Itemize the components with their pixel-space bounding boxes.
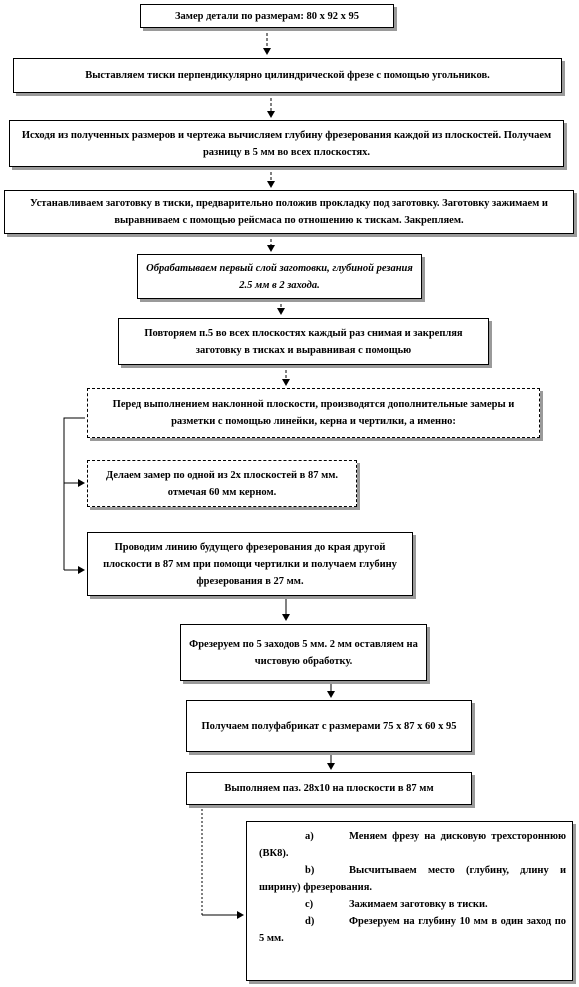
step-11-text: Получаем полуфабрикат с размерами 75 х 87 х 60 х 95: [201, 720, 457, 732]
step-9-box: [87, 532, 413, 596]
step-6-text: Повторяем п.5 во всех плоскостях каждый раз снимая и закрепляя заготовку в тисках и выравнивая с помощью: [144, 327, 463, 356]
step-1-text: Замер детали по размерам: 80 х 92 х 95: [175, 10, 359, 22]
step-12-box: [186, 772, 472, 805]
substep-d-text: Фрезеруем на глубину 10 мм в один заход по 5 мм.: [259, 916, 566, 944]
step-1-box: [140, 4, 394, 28]
step-8-box: [87, 460, 357, 507]
substep-b-text: Высчитываем место (глубину, длину и ширину) фрезерования.: [259, 865, 566, 893]
substep-d: [259, 913, 566, 947]
step-5-text: Обрабатываем первый слой заготовки, глубиной резания 2.5 мм в 2 захода.: [146, 262, 413, 291]
step-3-text: Исходя из полученных размеров и чертежа вычисляем глубину фрезерования каждой из плоскостей. Получаем разницу в 5 мм во всех плоскостях.: [21, 129, 552, 158]
step-7-text: Перед выполнением наклонной плоскости, производятся дополнительные замеры и разметки с помощью линейки, керна и чертилки, а именно:: [112, 399, 515, 427]
substep-a-mark: a): [305, 831, 314, 842]
step-7-box: [87, 388, 540, 438]
substep-c-mark: c): [305, 899, 314, 910]
step-12-text: Выполняем паз. 28х10 на плоскости в 87 мм: [224, 783, 434, 794]
step-6-box: [118, 318, 489, 365]
step-10-box: [180, 624, 427, 681]
step-4-box: [4, 190, 574, 234]
step-3-box: [9, 120, 564, 167]
step-11-box: [186, 700, 472, 752]
substep-a: [259, 828, 566, 862]
step-5-box: [137, 254, 422, 299]
step-2-text: Выставляем тиски перпендикулярно цилиндрической фрезе с помощью угольников.: [85, 70, 490, 81]
branch-line: [64, 418, 85, 570]
substep-d-mark: d): [305, 916, 315, 927]
substep-b: [259, 862, 566, 896]
step-10-text: Фрезеруем по 5 заходов 5 мм. 2 мм оставляем на чистовую обработку.: [189, 638, 418, 667]
substep-a-text: Меняем фрезу на дисковую трехстороннюю (ВК8).: [259, 831, 566, 859]
substep-c: [259, 896, 566, 913]
substep-b-mark: b): [305, 865, 315, 876]
substep-c-text: Зажимаем заготовку в тиски.: [349, 899, 488, 910]
step-8-text: Делаем замер по одной из 2х плоскостей в 87 мм. отмечая 60 мм керном.: [105, 469, 339, 498]
step-4-text: Устанавливаем заготовку в тиски, предварительно положив прокладку под заготовку. Заготовку зажимаем и выравниваем с помощью рейсмаса по отношению к тискам. Закрепляем.: [30, 198, 548, 226]
substeps-box: [246, 821, 573, 981]
step-9-text: Проводим линию будущего фрезерования до края другой плоскости в 87 мм при помощи чертилки и получаем глубину фрезерования в 27 мм.: [103, 541, 397, 587]
step-2-box: [13, 58, 562, 93]
